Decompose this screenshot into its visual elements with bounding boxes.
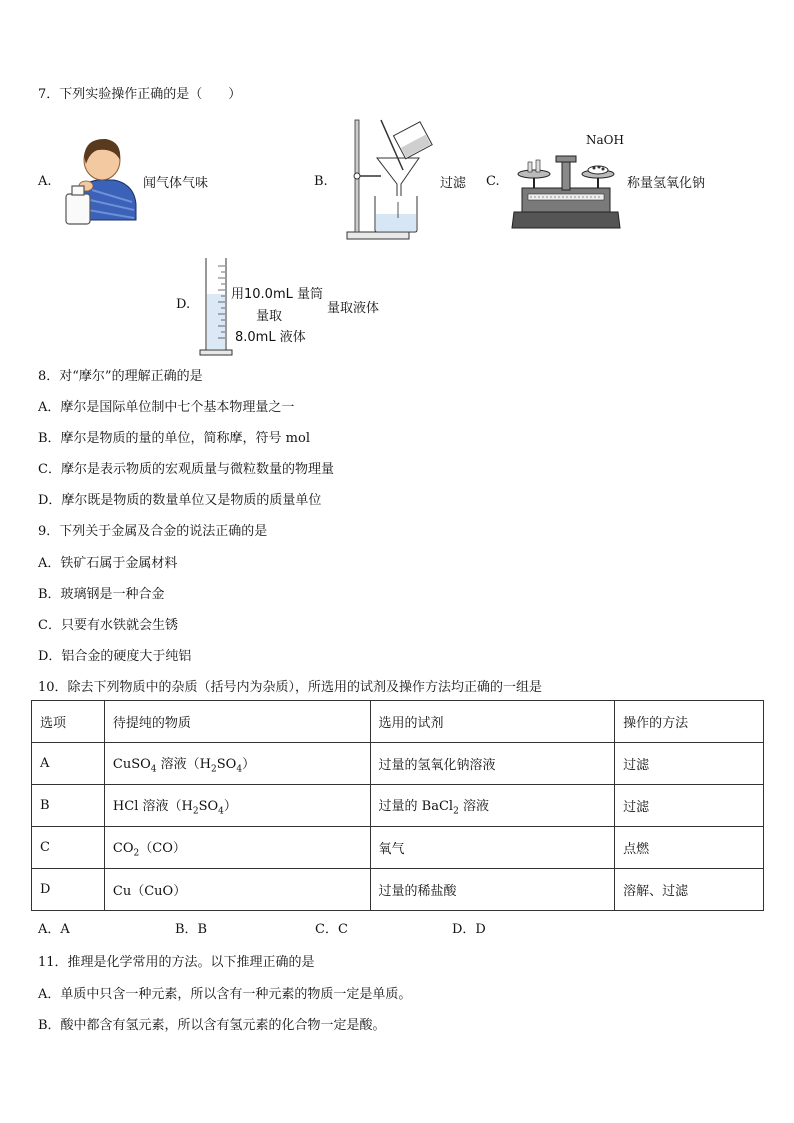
- q7-option-d-caption-line1: 用10.0mL 量筒: [231, 287, 323, 302]
- header-reagent: 选用的试剂: [370, 701, 615, 743]
- q9-option-c: C．只要有水铁就会生锈: [38, 618, 178, 633]
- header-method: 操作的方法: [615, 701, 764, 743]
- graduated-cylinder-illustration: [198, 254, 234, 356]
- q7-stem: 7．下列实验操作正确的是（ ）: [38, 87, 242, 102]
- smelling-gas-illustration: [62, 134, 142, 228]
- q11-option-b: B．酸中都含有氢元素，所以含有氢元素的化合物一定是酸。: [38, 1018, 386, 1033]
- table-header-row: [32, 701, 764, 743]
- table-row: [32, 785, 764, 827]
- row-substance: $CO_2(CO)$: [104, 827, 370, 869]
- row-reagent: 氧气: [370, 827, 615, 869]
- table-row: [32, 869, 764, 911]
- header-option: 选项: [32, 701, 105, 743]
- row-option: B: [32, 785, 105, 827]
- q7-option-d-caption-line2: 量取: [256, 309, 283, 324]
- row-option: D: [32, 869, 105, 911]
- q8-stem: 8．对“摩尔”的理解正确的是: [38, 369, 203, 384]
- q10-answer-a: A．A: [38, 922, 70, 937]
- row-reagent: 过量的稀盐酸: [370, 869, 615, 911]
- row-method: 过滤: [615, 743, 764, 785]
- q7-option-b-caption: 过滤: [440, 176, 467, 191]
- q7-option-c-label: C.: [486, 174, 500, 189]
- q7-option-a-label: A.: [38, 174, 52, 189]
- row-substance: CuSO$_4$ 溶液$(H_2SO_4)$: [104, 743, 370, 785]
- q8-option-b: B．摩尔是物质的量的单位，简称摩，符号 mol: [38, 431, 310, 446]
- row-method: 过滤: [615, 785, 764, 827]
- row-option: C: [32, 827, 105, 869]
- filtration-illustration: [345, 118, 435, 242]
- row-substance: Cu（CuO）: [104, 869, 370, 911]
- row-reagent: 过量的氢氧化钠溶液: [370, 743, 615, 785]
- q11-option-a: A．单质中只含一种元素，所以含有一种元素的物质一定是单质。: [38, 987, 412, 1002]
- q10-answer-options: [38, 918, 598, 936]
- q7-option-a-caption: 闻气体气味: [143, 176, 209, 191]
- q8-option-d: D．摩尔既是物质的数量单位又是物质的质量单位: [38, 493, 322, 508]
- row-substance: HCl 溶液$(H_2SO_4)$: [104, 785, 370, 827]
- q10-stem: 10．除去下列物质中的杂质（括号内为杂质），所选用的试剂及操作方法均正确的一组是: [38, 680, 543, 695]
- q10-answer-d: D．D: [452, 922, 486, 937]
- q7-option-c-caption: 称量氢氧化钠: [627, 176, 706, 191]
- table-row: [32, 827, 764, 869]
- balance-illustration: [508, 148, 624, 232]
- q11-stem: 11．推理是化学常用的方法。以下推理正确的是: [38, 955, 315, 970]
- q7-option-d-caption-line3: 8.0mL 液体: [235, 330, 306, 345]
- q10-table: [31, 700, 764, 911]
- row-reagent: 过量的 BaCl$_2$ 溶液: [370, 785, 615, 827]
- q10-answer-b: B．B: [175, 922, 208, 937]
- q9-stem: 9．下列关于金属及合金的说法正确的是: [38, 524, 268, 539]
- row-method: 溶解、过滤: [615, 869, 764, 911]
- table-row: [32, 743, 764, 785]
- q9-option-b: B．玻璃钢是一种合金: [38, 587, 165, 602]
- q8-option-a: A．摩尔是国际单位制中七个基本物理量之一: [38, 400, 295, 415]
- row-option: A: [32, 743, 105, 785]
- row-method: 点燃: [615, 827, 764, 869]
- q9-option-a: A．铁矿石属于金属材料: [38, 556, 178, 571]
- q7-option-d-label: D.: [176, 297, 191, 312]
- q9-option-d: D．铝合金的硬度大于纯铝: [38, 649, 192, 664]
- q10-answer-c: C．C: [315, 922, 348, 937]
- q7-option-d-caption-right: 量取液体: [327, 301, 380, 316]
- q8-option-c: C．摩尔是表示物质的宏观质量与微粒数量的物理量: [38, 462, 334, 477]
- q7-option-b-label: B.: [314, 174, 328, 189]
- header-substance: 待提纯的物质: [104, 701, 370, 743]
- naoh-label: NaOH: [586, 133, 624, 147]
